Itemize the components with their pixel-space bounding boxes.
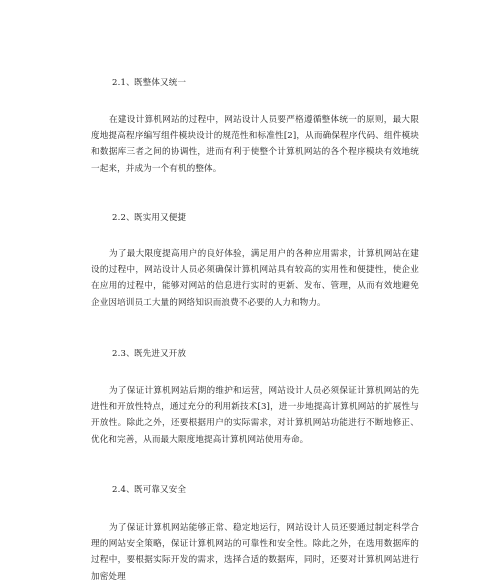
section-title: 既整体又统一 <box>134 78 187 88</box>
section-number: 2.4、 <box>112 485 135 495</box>
section-title: 既先进又开放 <box>134 349 187 359</box>
section-paragraph-2-4: 为了保证计算机网站能够正常、稳定地运行，网站设计人员还要通过制定科学合理的网站安全策略，保证计算机网站的可靠性和安全性。除此之外，在选用数据库的过程中，要根据实际开发的需求，选择合适的数据库，同时，还要对计算机网站进行加密处理 <box>91 523 419 582</box>
section-heading-2-2 <box>112 212 186 224</box>
section-title: 既可靠又安全 <box>134 485 187 495</box>
section-number: 2.2、 <box>112 213 135 223</box>
section-number: 2.3、 <box>112 349 135 359</box>
section-paragraph-2-2: 为了最大限度提高用户的良好体验，满足用户的各种应用需求，计算机网站在建设的过程中，网站设计人员必须确保计算机网站具有较高的实用性和便捷性，使企业在应用的过程中，能够对网站的信息进行实时的更新、发布、管理，从而有效地避免企业因培训员工大量的网络知识而浪费不必要的人力和物力。 <box>91 249 419 308</box>
section-heading-2-1 <box>112 77 186 89</box>
section-heading-2-3 <box>112 348 186 360</box>
section-number: 2.1、 <box>112 78 135 88</box>
section-heading-2-4 <box>112 484 186 496</box>
section-title: 既实用又便捷 <box>134 213 187 223</box>
section-paragraph-2-1: 在建设计算机网站的过程中，网站设计人员要严格遵循整体统一的原则，最大限度地提高程序编写组件模块设计的规范性和标准性[2]，从而确保程序代码、组件模块和数据库三者之间的协调性，进而有利于使整个计算机网站的各个程序模块有效地统一起来，并成为一个有机的整体。 <box>91 115 419 174</box>
section-paragraph-2-3: 为了保证计算机网站后期的维护和运营，网站设计人员必须保证计算机网站的先进性和开放性特点，通过充分的利用新技术[3]，进一步地提高计算机网站的扩展性与开放性。除此之外，还要根据用户的实际需求，对计算机网站功能进行不断地修正、优化和完善，从而最大限度地提高计算机网站使用寿命。 <box>91 386 419 445</box>
